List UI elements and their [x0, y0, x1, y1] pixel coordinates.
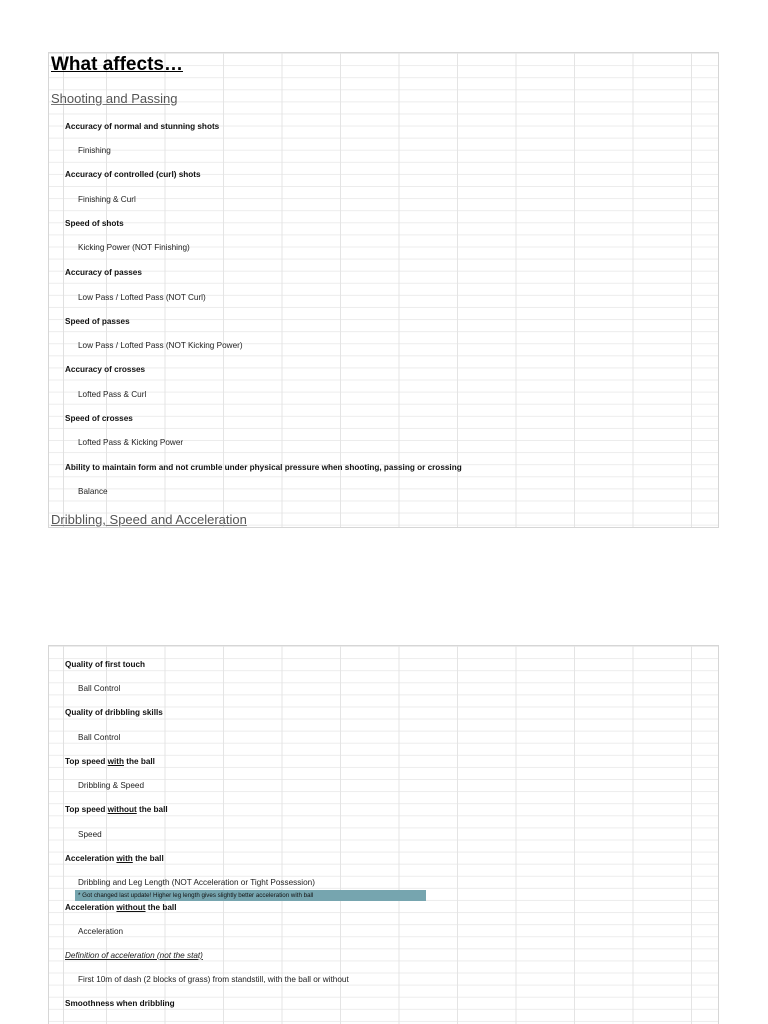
page-title: What affects…: [51, 54, 183, 75]
question-label: Accuracy of controlled (curl) shots: [65, 170, 201, 179]
question-emphasis: with: [116, 854, 133, 863]
question-label: Accuracy of crosses: [65, 365, 146, 374]
question-label: Speed of crosses: [65, 414, 133, 423]
answer-label: Lofted Pass & Curl: [78, 390, 147, 399]
question-text: the ball: [132, 854, 164, 863]
answer-label: Kicking Power (NOT Finishing): [78, 243, 190, 252]
question-label: Accuracy of passes: [65, 268, 142, 277]
question-text: Top speed: [65, 805, 108, 814]
question-label: Speed of passes: [65, 317, 130, 326]
spreadsheet-page-2: [48, 645, 719, 1024]
question-text: the ball: [136, 805, 168, 814]
question-label: Ability to maintain form and not crumble under physical pressure when shooting, passing or crossing: [65, 463, 462, 472]
question-label: [65, 854, 718, 863]
section-heading-shooting: Shooting and Passing: [51, 91, 178, 106]
answer-label: Low Pass / Lofted Pass (NOT Curl): [78, 293, 206, 302]
question-label: Accuracy of normal and stunning shots: [65, 122, 220, 131]
question-text: Top speed: [65, 757, 108, 766]
answer-label: Dribbling and Leg Length (NOT Acceleration or Tight Possession): [78, 878, 315, 887]
answer-label: Finishing: [78, 146, 111, 155]
answer-label: Ball Control: [78, 684, 121, 693]
question-label: [65, 903, 718, 912]
question-label: [65, 805, 718, 814]
question-emphasis: with: [107, 757, 124, 766]
answer-label: Ball Control: [78, 733, 121, 742]
answer-label: Speed: [78, 830, 102, 839]
question-label: Quality of first touch: [65, 660, 146, 669]
question-text: the ball: [145, 903, 177, 912]
question-label: [65, 757, 718, 766]
answer-label: First 10m of dash (2 blocks of grass) from standstill, with the ball or without: [78, 975, 349, 984]
highlighted-note: * Got changed last update! Higher leg length gives slightly better acceleration with ball: [75, 890, 426, 901]
section-heading-dribbling: Dribbling, Speed and Acceleration: [51, 512, 247, 527]
question-label: Speed of shots: [65, 219, 124, 228]
answer-label: Finishing & Curl: [78, 195, 136, 204]
answer-label: Lofted Pass & Kicking Power: [78, 438, 184, 447]
question-label: Smoothness when dribbling: [65, 999, 175, 1008]
definition-label: Definition of acceleration (not the stat): [65, 951, 203, 960]
answer-label: Low Pass / Lofted Pass (NOT Kicking Power): [78, 341, 243, 350]
question-emphasis: without: [107, 805, 137, 814]
question-label: Quality of dribbling skills: [65, 708, 163, 717]
question-emphasis: without: [116, 903, 146, 912]
answer-label: Acceleration: [78, 927, 124, 936]
answer-label: Balance: [78, 487, 108, 496]
question-text: Acceleration: [65, 854, 117, 863]
answer-label: Dribbling & Speed: [78, 781, 144, 790]
spreadsheet-page-1: [48, 52, 719, 528]
question-text: the ball: [123, 757, 155, 766]
question-text: Acceleration: [65, 903, 117, 912]
